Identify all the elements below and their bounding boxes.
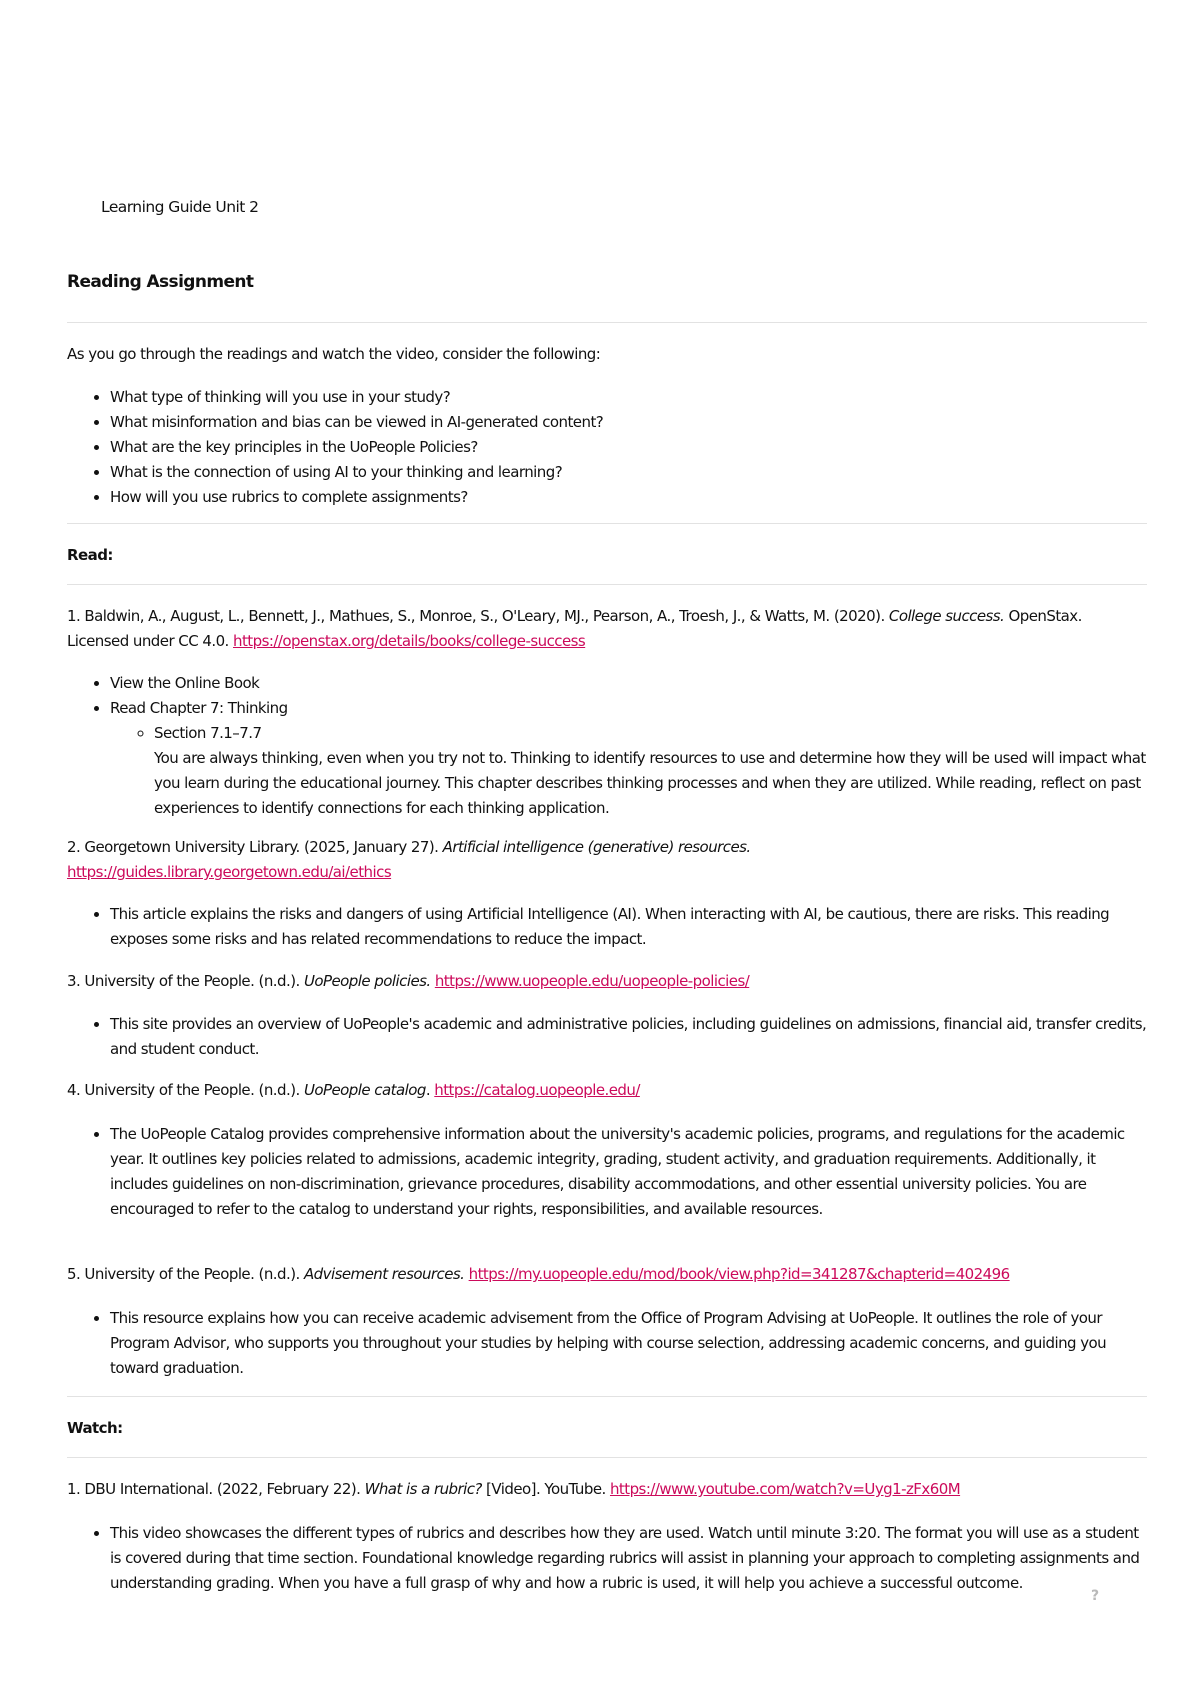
list-item: • Read Chapter 7: Thinking ◦ Section 7.1–7.7 You are always thinking, even when you try not to. Thinking to identify resources to use and determine how they will be used will impact what you learn during the educational journey. This chapter describes thinking processes and when they are utilized. While reading, reflect on past experiences to identify connections for each thinking application.	[110, 696, 1147, 821]
reading-bullets	[67, 1012, 1147, 1062]
video-bullets	[67, 1521, 1147, 1596]
reading-title: College success.	[888, 607, 1005, 625]
reading-citation: 1. Baldwin, A., August, L., Bennett, J., Mathues, S., Monroe, S., O'Leary, MJ., Pearson, A., Troesh, J., & Watts, M. (2020). College success. OpenStax. Licensed under CC 4.0. https://openstax.org/details/books/college-success	[67, 607, 1082, 650]
divider	[67, 523, 1147, 524]
divider	[67, 584, 1147, 585]
reading-bullets	[67, 671, 1147, 821]
read-heading: Read:	[67, 546, 113, 564]
reading-link[interactable]: https://openstax.org/details/books/college-success	[233, 632, 586, 650]
list-item: • This video showcases the different types of rubrics and describes how they are used. Watch until minute 3:20. The format you will use as a student is covered during that time section. Foundational knowledge regarding rubrics will assist in planning your approach to completing assignments and understanding grading. When you have a full grasp of why and how a rubric is used, it will help you achieve a successful outcome.	[110, 1521, 1147, 1596]
list-item: • This resource explains how you can receive academic advisement from the Office of Program Advising at UoPeople. It outlines the role of your Program Advisor, who supports you throughout your studies by helping with course selection, addressing academic concerns, and guiding you toward graduation.	[110, 1306, 1147, 1381]
reading-title: UoPeople policies.	[303, 972, 431, 990]
reading-citation: 5. University of the People. (n.d.). Advisement resources. https://my.uopeople.edu/mod/book/view.php?id=341287&chapterid=402496	[67, 1265, 1010, 1283]
watch-heading: Watch:	[67, 1419, 123, 1437]
reading-link[interactable]: https://guides.library.georgetown.edu/ai/ethics	[67, 863, 392, 881]
divider	[67, 1396, 1147, 1397]
list-item: • How will you use rubrics to complete assignments?	[110, 485, 1147, 510]
video-link[interactable]: https://www.youtube.com/watch?v=Uyg1-zFx60M	[609, 1480, 961, 1498]
list-item: • What misinformation and bias can be viewed in AI-generated content?	[110, 410, 1147, 435]
video-citation: 1. DBU International. (2022, February 22). What is a rubric? [Video]. YouTube. https://www.youtube.com/watch?v=Uyg1-zFx60M	[67, 1480, 961, 1498]
list-item: • What are the key principles in the UoPeople Policies?	[110, 435, 1147, 460]
list-item: • What type of thinking will you use in your study?	[110, 385, 1147, 410]
divider	[67, 1457, 1147, 1458]
video-title: What is a rubric?	[364, 1480, 482, 1498]
list-item: • The UoPeople Catalog provides comprehensive information about the university's academic policies, programs, and regulations for the academic year. It outlines key policies related to admissions, academic integrity, grading, student activity, and graduation requirements. Additionally, it includes guidelines on non-discrimination, grievance procedures, disability accommodations, and other essential university policies. You are encouraged to refer to the catalog to understand your rights, responsibilities, and available resources.	[110, 1122, 1147, 1222]
reading-title: Artificial intelligence (generative) resources.	[442, 838, 751, 856]
reading-bullets	[67, 1122, 1147, 1222]
reading-link[interactable]: https://catalog.uopeople.edu/	[434, 1081, 640, 1099]
reading-bullets	[67, 1306, 1147, 1381]
divider	[67, 322, 1147, 323]
list-item: • What is the connection of using AI to your thinking and learning?	[110, 460, 1147, 485]
reading-citation: 2. Georgetown University Library. (2025, January 27). Artificial intelligence (generative) resources. https://guides.library.georgetown.edu/ai/ethics	[67, 838, 751, 881]
reading-title: Advisement resources.	[303, 1265, 465, 1283]
list-item: • This site provides an overview of UoPeople's academic and administrative policies, including guidelines on admissions, financial aid, transfer credits, and student conduct.	[110, 1012, 1147, 1062]
intro-text: As you go through the readings and watch the video, consider the following:	[67, 345, 601, 363]
section-title: Reading Assignment	[67, 272, 254, 292]
list-item: • This article explains the risks and dangers of using Artificial Intelligence (AI). When interacting with AI, be cautious, there are risks. This reading exposes some risks and has related recommendations to reduce the impact.	[110, 902, 1147, 952]
questions-list	[67, 385, 1147, 510]
section-description: You are always thinking, even when you try not to. Thinking to identify resources to use and determine how they will be used will impact what you learn during the educational journey. This chapter describes thinking processes and when they are utilized. While reading, reflect on past experiences to identify connections for each thinking application.	[154, 749, 1146, 817]
reading-citation: 4. University of the People. (n.d.). UoPeople catalog. https://catalog.uopeople.edu/	[67, 1081, 640, 1099]
sub-list-item: ◦ Section 7.1–7.7 You are always thinking, even when you try not to. Thinking to identify resources to use and determine how they will be used will impact what you learn during the educational journey. This chapter describes thinking processes and when they are utilized. While reading, reflect on past experiences to identify connections for each thinking application.	[154, 721, 1147, 821]
list-item: • View the Online Book	[110, 671, 1147, 696]
reading-link[interactable]: https://my.uopeople.edu/mod/book/view.php?id=341287&chapterid=402496	[468, 1265, 1010, 1283]
reading-link[interactable]: https://www.uopeople.edu/uopeople-policies/	[434, 972, 750, 990]
reading-citation: 3. University of the People. (n.d.). UoPeople policies. https://www.uopeople.edu/uopeople-policies/	[67, 972, 750, 990]
reading-title: UoPeople catalog	[303, 1081, 426, 1099]
help-icon[interactable]: ?	[1091, 1588, 1099, 1604]
reading-bullets	[67, 902, 1147, 952]
running-title: Learning Guide Unit 2	[101, 198, 259, 216]
